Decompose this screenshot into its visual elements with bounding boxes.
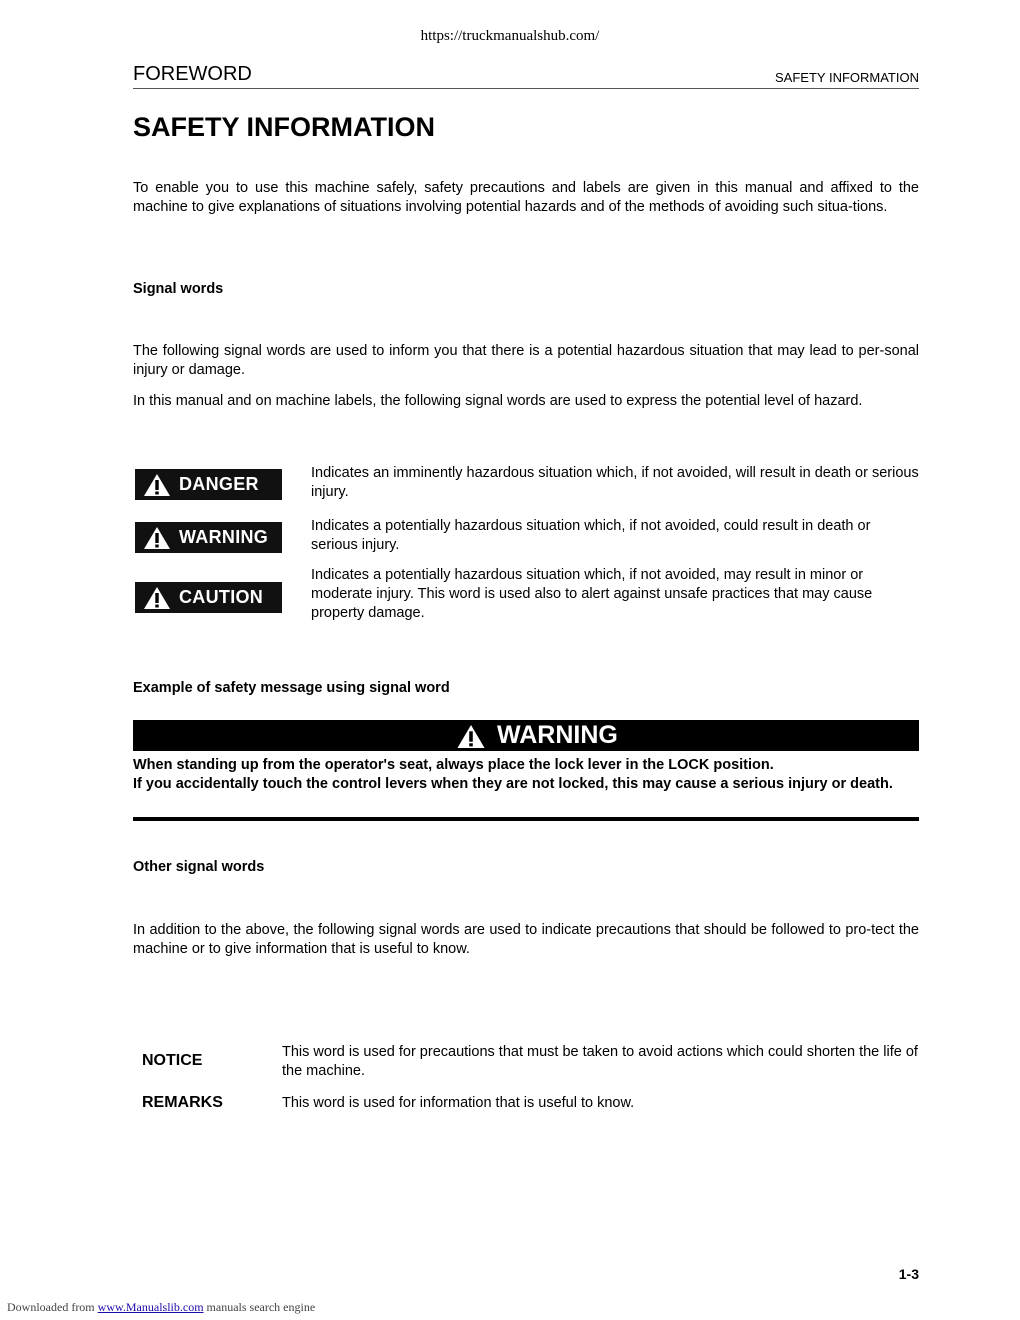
signal-words-para-2: In this manual and on machine labels, the following signal words are used to express the potential level of hazard. (133, 393, 863, 409)
remarks-term: REMARKS (142, 1094, 223, 1111)
signal-words-para-1: The following signal words are used to inform you that there is a potential hazardous situation that may lead to per-sonal injury or damage. (133, 343, 919, 378)
source-url: https://truckmanualshub.com/ (420, 28, 600, 44)
danger-description: Indicates an imminently hazardous situation which, if not avoided, will result in death or serious injury. (311, 465, 919, 500)
danger-label: DANGER (179, 474, 259, 494)
header-section: FOREWORD (133, 63, 252, 85)
example-warning-text (133, 756, 919, 794)
remarks-description: This word is used for information that is useful to know. (282, 1095, 635, 1111)
manualslib-link[interactable]: www.Manualslib.com (97, 1300, 204, 1314)
page-title: SAFETY INFORMATION (133, 112, 435, 142)
example-warning-line-1: When standing up from the operator's seat, always place the lock lever in the LOCK position. (133, 757, 774, 773)
notice-description: This word is used for precautions that must be taken to avoid actions which could shorten the life of the machine. (282, 1044, 918, 1079)
warning-triangle-icon (143, 586, 171, 610)
example-warning-line-2: If you accidentally touch the control levers when they are not locked, this may cause a serious injury or death. (133, 776, 893, 792)
example-heading: Example of safety message using signal word (133, 680, 450, 696)
example-warning-rule (133, 817, 919, 821)
warning-triangle-icon (143, 473, 171, 497)
example-warning-label: WARNING (497, 721, 618, 749)
other-signal-words-para: In addition to the above, the following signal words are used to indicate precautions that should be followed to pro-tect the machine or to give information that is useful to know. (133, 922, 919, 957)
other-signal-words-heading: Other signal words (133, 859, 265, 875)
notice-term: NOTICE (142, 1052, 203, 1069)
signal-words-heading: Signal words (133, 281, 224, 297)
warning-triangle-icon (455, 724, 487, 749)
caution-badge (135, 582, 282, 613)
warning-label: WARNING (179, 527, 269, 547)
header-rule (133, 88, 919, 89)
footer-prefix: Downloaded from (7, 1300, 98, 1314)
footer-suffix: manuals search engine (203, 1300, 316, 1314)
warning-description: Indicates a potentially hazardous situation which, if not avoided, could result in death or serious injury. (311, 518, 871, 553)
example-warning-bar (133, 720, 919, 751)
warning-triangle-icon (143, 526, 171, 550)
header-topic: SAFETY INFORMATION (775, 70, 919, 85)
page-number: 1-3 (898, 1266, 919, 1282)
caution-label: CAUTION (179, 587, 264, 607)
intro-paragraph: To enable you to use this machine safely, safety precautions and labels are given in this manual and affixed to the machine to give explanations of situations involving potential hazards and of the methods of avoiding such situa-tions. (133, 180, 919, 215)
danger-badge (135, 469, 282, 500)
caution-description: Indicates a potentially hazardous situation which, if not avoided, may result in minor or moderate injury. This word is used also to alert against unsafe practices that may cause property damage. (311, 567, 873, 621)
download-footer (7, 1300, 315, 1315)
warning-badge (135, 522, 282, 553)
